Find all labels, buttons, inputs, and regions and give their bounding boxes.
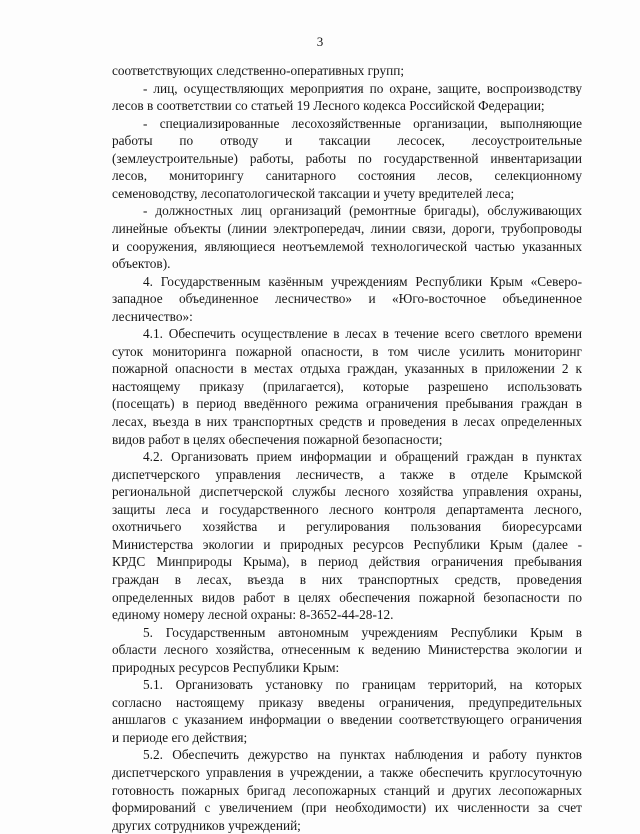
text-line: и периоде его действия; xyxy=(112,729,248,745)
text-line: суток мониторинга пожарной опасности, в том числе усилить мониторинг xyxy=(112,343,582,359)
text-line: 4.2. Организовать прием информации и обращений граждан в пунктах xyxy=(143,449,582,465)
text-line: объектов). xyxy=(112,256,171,272)
text-line: лесов, мониторингу санитарного состояния лесов, селекционному xyxy=(112,168,582,184)
text-line: природных ресурсов Республики Крым: xyxy=(112,659,340,675)
text-line: других сотрудников учреждений; xyxy=(112,817,301,833)
text-line: готовность пожарных бригад лесопожарных станций и других лесопожарных xyxy=(112,782,582,798)
text-line: 4.1. Обеспечить осуществление в лесах в течение всего светлого времени xyxy=(143,326,582,342)
text-line: и сооружения, являющиеся неотъемлемой технологической частью указанных xyxy=(112,238,582,254)
text-line: пожарной опасности в местах отдыха граждан, указанных в приложении 2 к xyxy=(112,361,582,377)
text-line: (землеустроительные) работы, работы по государственной инвентаризации xyxy=(112,150,582,166)
text-line: определенных видов работ в целях обеспечения пожарной безопасности по xyxy=(112,589,582,605)
text-line: - лиц, осуществляющих мероприятия по охране, защите, воспроизводству xyxy=(143,80,582,96)
text-line: 4. Государственным казённым учреждениям Республики Крым «Северо- xyxy=(143,273,582,289)
text-line: - должностных лиц организаций (ремонтные бригады), обслуживающих xyxy=(143,203,582,219)
text-line: 5. Государственным автономным учреждениям Республики Крым в xyxy=(143,624,582,640)
page-number: 3 xyxy=(316,34,324,49)
text-line: 5.1. Организовать установку по границам территорий, на которых xyxy=(143,677,582,693)
text-line: линейные объекты (линии электропередач, линии связи, дороги, трубопроводы xyxy=(112,220,582,236)
text-line: работы по отводу и таксации лесосек, лесоустроительные xyxy=(112,133,582,149)
text-line: лесничество»: xyxy=(112,308,193,324)
text-line: аншлагов с указанием информации о введении соответствующего ограничения xyxy=(112,712,582,728)
text-line: западное объединенное лесничество» и «Юго-восточное объединенное xyxy=(112,291,582,307)
text-line: диспетчерского управления лесничеств, а также в отделе Крымской xyxy=(112,466,582,482)
text-line: единому номеру лесной охраны: 8-3652-44-28-12. xyxy=(112,607,394,623)
text-line: (посещать) в период введённого режима ограничения пребывания граждан в xyxy=(112,396,582,412)
text-line: формирований с увеличением (при необходимости) их численности за счет xyxy=(112,800,582,816)
text-line: 5.2. Обеспечить дежурство на пунктах наблюдения и работу пунктов xyxy=(143,747,582,763)
text-line: защиты леса и государственного лесного контроля департамента лесного, xyxy=(112,501,582,517)
text-line: региональной диспетчерской службы лесного хозяйства управления охраны, xyxy=(112,484,582,500)
text-line: охотничьего хозяйства и регулирования пользования биоресурсами xyxy=(112,519,582,535)
text-line: диспетчерского управления в учреждении, а также обеспечить круглосуточную xyxy=(112,765,582,780)
text-line: соответствующих следственно-оперативных групп; xyxy=(112,63,405,78)
text-line: Министерства экологии и природных ресурсов Республики Крым (далее - xyxy=(112,536,582,552)
text-line: настоящему приказу (прилагается), которые разрешено использовать xyxy=(112,378,582,394)
text-line: видов работ в целях обеспечения пожарной безопасности; xyxy=(112,431,443,447)
text-line: - специализированные лесохозяйственные организации, выполняющие xyxy=(143,115,582,131)
text-line: области лесного хозяйства, отнесенным к ведению Министерства экологии и xyxy=(112,642,582,658)
text-line: КРДС Минприроды Крыма), в период действия ограничения пребывания xyxy=(112,554,582,570)
text-line: лесов в соответствии со статьей 19 Лесного кодекса Российской Федерации; xyxy=(112,98,545,114)
text-line: лесах, въезда в них транспортных средств и проведения в лесах определенных xyxy=(112,414,582,429)
text-line: граждан в лесах, въезда в них транспортных средств, проведения xyxy=(112,571,582,587)
text-line: семеноводству, лесопатологической таксации и учету вредителей леса; xyxy=(112,185,515,201)
text-line: согласно настоящему приказу введены ограничения, предупредительных xyxy=(112,694,582,710)
